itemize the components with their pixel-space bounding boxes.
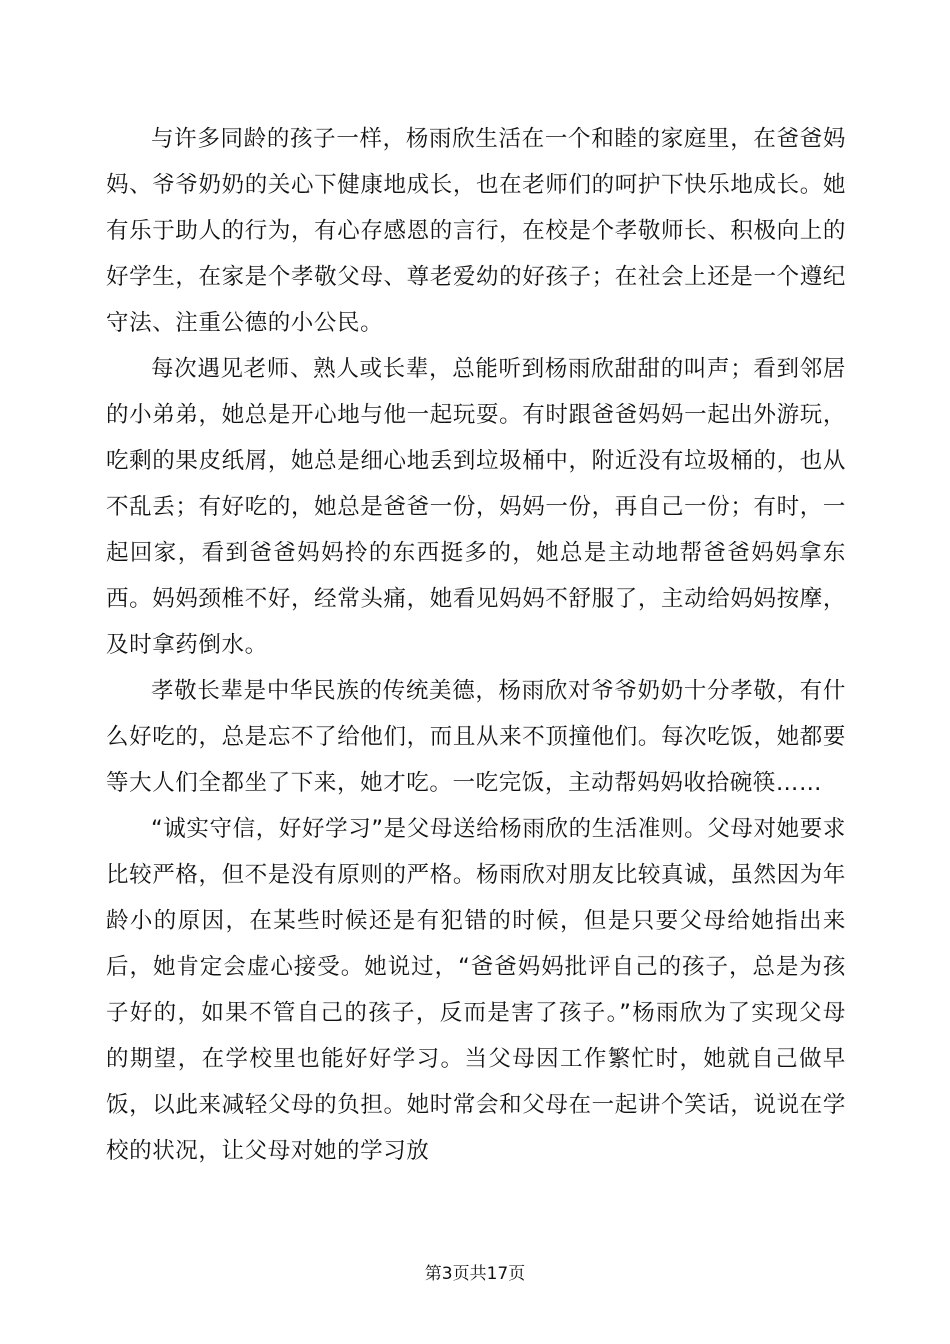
- document-body: [106, 116, 846, 1174]
- paragraph-3: 孝敬长辈是中华民族的传统美德，杨雨欣对爷爷奶奶十分孝敬，有什么好吃的，总是忘不了给他们，而且从来不顶撞他们。每次吃饭，她都要等大人们全都坐了下来，她才吃。一吃完饭，主动帮妈妈收拾碗筷……: [106, 678, 846, 796]
- page-number-footer: 第3页共17页: [424, 1264, 526, 1284]
- paragraph-4: “诚实守信，好好学习”是父母送给杨雨欣的生活准则。父母对她要求比较严格，但不是没有原则的严格。杨雨欣对朋友比较真诚，虽然因为年龄小的原因，在某些时候还是有犯错的时候，但是只要父母给她指出来后，她肯定会虚心接受。她说过，“爸爸妈妈批评自己的孩子，总是为孩子好的，如果不管自己的孩子，反而是害了孩子。”杨雨欣为了实现父母的期望，在学校里也能好好学习。当父母因工作繁忙时，她就自己做早饭，以此来减轻父母的负担。她时常会和父母在一起讲个笑话，说说在学校的状况，让父母对她的学习放: [106, 816, 846, 1164]
- paragraph-2: 每次遇见老师、熟人或长辈，总能听到杨雨欣甜甜的叫声；看到邻居的小弟弟，她总是开心地与他一起玩耍。有时跟爸爸妈妈一起出外游玩，吃剩的果皮纸屑，她总是细心地丢到垃圾桶中，附近没有垃圾桶的，也从不乱丢；有好吃的，她总是爸爸一份，妈妈一份，再自己一份；有时，一起回家，看到爸爸妈妈拎的东西挺多的，她总是主动地帮爸爸妈妈拿东西。妈妈颈椎不好，经常头痛，她看见妈妈不舒服了，主动给妈妈按摩，及时拿药倒水。: [106, 356, 846, 658]
- paragraph-1: 与许多同龄的孩子一样，杨雨欣生活在一个和睦的家庭里，在爸爸妈妈、爷爷奶奶的关心下健康地成长，也在老师们的呵护下快乐地成长。她有乐于助人的行为，有心存感恩的言行，在校是个孝敬师长、积极向上的好学生，在家是个孝敬父母、尊老爱幼的好孩子；在社会上还是一个遵纪守法、注重公德的小公民。: [106, 126, 846, 336]
